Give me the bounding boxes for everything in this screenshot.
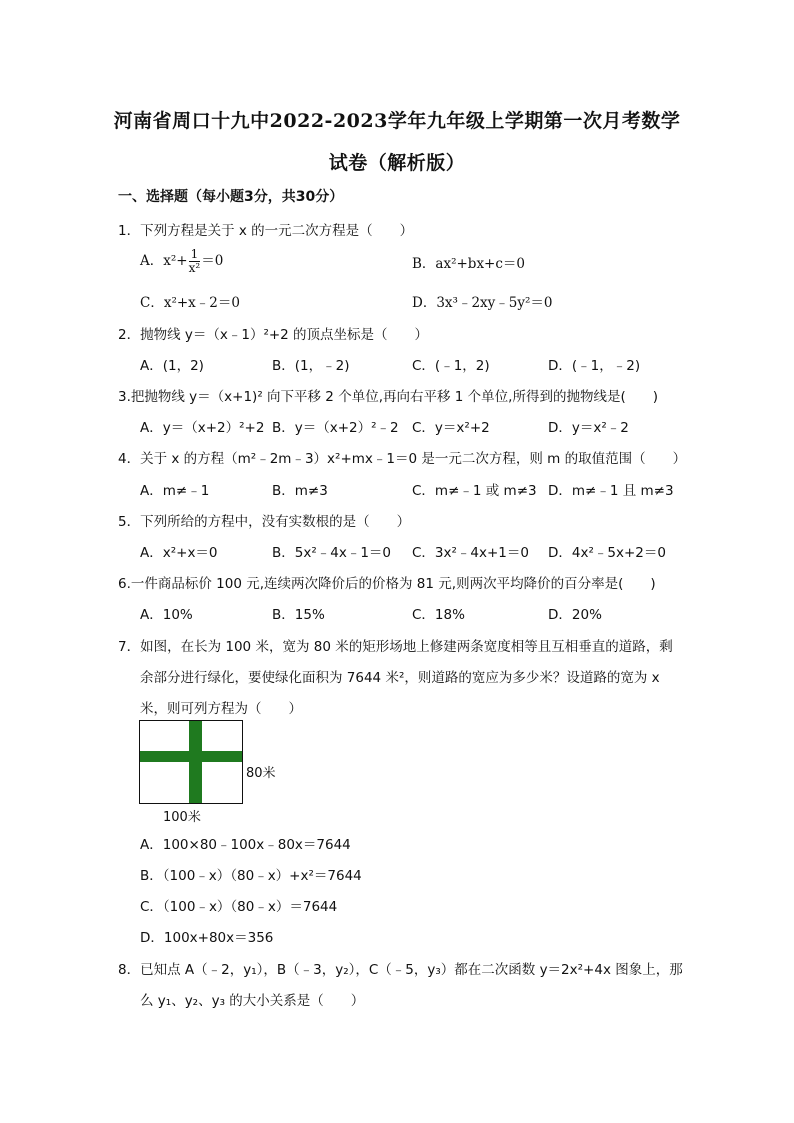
q5-option-c: C．3x²﹣4x+1＝0 xyxy=(412,545,529,561)
q1-option-d: D．3x³﹣2xy﹣5y²＝0 xyxy=(412,295,553,311)
section-heading: 一、选择题（每小题3分，共30分） xyxy=(118,189,344,205)
q2-option-a: A．(1，2) xyxy=(140,358,204,374)
q8-stem-line2: 么 y₁、y₂、y₃ 的大小关系是（ ） xyxy=(140,993,365,1009)
q1-fraction-numerator: 1 xyxy=(190,247,199,261)
q7-option-d: D．100x+80x＝356 xyxy=(140,930,274,946)
q3-stem: 3.把抛物线 y＝（x+1)² 向下平移 2 个单位,再向右平移 1 个单位,所得到的抛物线是( ) xyxy=(118,389,658,405)
q1-option-a-prefix: A．x²+ xyxy=(140,253,188,269)
q7-option-a: A．100×80﹣100x﹣80x＝7644 xyxy=(140,837,351,853)
q1-option-a-suffix: ＝0 xyxy=(201,253,224,269)
q3-option-a: A．y＝（x+2）²+2 xyxy=(140,420,265,436)
q4-option-a: A．m≠﹣1 xyxy=(140,483,210,499)
q7-stem-line1: 7．如图，在长为 100 米，宽为 80 米的矩形场地上修建两条宽度相等且互相垂直的道路，剩 xyxy=(118,639,673,655)
q7-option-b: B．（100﹣x）（80﹣x）+x²＝7644 xyxy=(140,868,362,884)
document-title-line2: 试卷（解析版） xyxy=(328,152,466,174)
q7-option-c: C．（100﹣x）（80﹣x）＝7644 xyxy=(140,899,338,915)
q7-stem-line2: 余部分进行绿化，要使绿化面积为 7644 米²，则道路的宽应为多少米？设道路的宽为 x xyxy=(140,670,660,686)
q3-option-d: D．y＝x²﹣2 xyxy=(548,420,629,436)
q5-option-a: A．x²+x＝0 xyxy=(140,545,218,561)
q2-option-d: D．(﹣1，﹣2) xyxy=(548,358,641,374)
q1-option-a xyxy=(140,248,223,275)
q4-option-c: C．m≠﹣1 或 m≠3 xyxy=(412,483,537,499)
document-title-line1: 河南省周口十九中2022-2023学年九年级上学期第一次月考数学 xyxy=(113,110,681,132)
field-figure xyxy=(139,720,243,804)
figure-width-label: 100米 xyxy=(163,810,201,825)
q4-stem: 4．关于 x 的方程（m²﹣2m﹣3）x²+mx﹣1＝0 是一元二次方程，则 m 的取值范围（ ） xyxy=(118,451,687,467)
q1-fraction-denominator: x² xyxy=(188,261,201,275)
q6-option-d: D．20% xyxy=(548,607,602,623)
q5-option-d: D．4x²﹣5x+2＝0 xyxy=(548,545,666,561)
q6-stem: 6.一件商品标价 100 元,连续两次降价后的价格为 81 元,则两次平均降价的百分率是( ) xyxy=(118,576,656,592)
q1-fraction xyxy=(189,248,201,275)
q2-option-c: C．(﹣1，2) xyxy=(412,358,490,374)
q1-stem: 1．下列方程是关于 x 的一元二次方程是（ ） xyxy=(118,223,414,239)
q3-option-c: C．y＝x²+2 xyxy=(412,420,490,436)
q3-option-b: B．y＝（x+2）²﹣2 xyxy=(272,420,399,436)
q4-option-d: D．m≠﹣1 且 m≠3 xyxy=(548,483,674,499)
q7-stem-line3: 米，则可列方程为（ ） xyxy=(140,701,302,717)
q6-option-b: B．15% xyxy=(272,607,325,623)
q6-option-c: C．18% xyxy=(412,607,465,623)
figure-height-label: 80米 xyxy=(246,766,276,781)
q1-option-c: C．x²+x﹣2＝0 xyxy=(140,295,240,311)
q4-option-b: B．m≠3 xyxy=(272,483,328,499)
q1-option-b: B．ax²+bx+c＝0 xyxy=(412,256,526,272)
q2-stem: 2．抛物线 y＝（x﹣1）²+2 的顶点坐标是（ ） xyxy=(118,327,429,343)
q2-option-b: B．(1，﹣2) xyxy=(272,358,350,374)
vertical-road xyxy=(189,721,202,803)
q8-stem-line1: 8．已知点 A（﹣2，y₁），B（﹣3，y₂），C（﹣5，y₃）都在二次函数 y＝2x²+4x 图象上，那 xyxy=(118,962,683,978)
q5-stem: 5．下列所给的方程中，没有实数根的是（ ） xyxy=(118,514,411,530)
q5-option-b: B．5x²﹣4x﹣1＝0 xyxy=(272,545,392,561)
q6-option-a: A．10% xyxy=(140,607,193,623)
